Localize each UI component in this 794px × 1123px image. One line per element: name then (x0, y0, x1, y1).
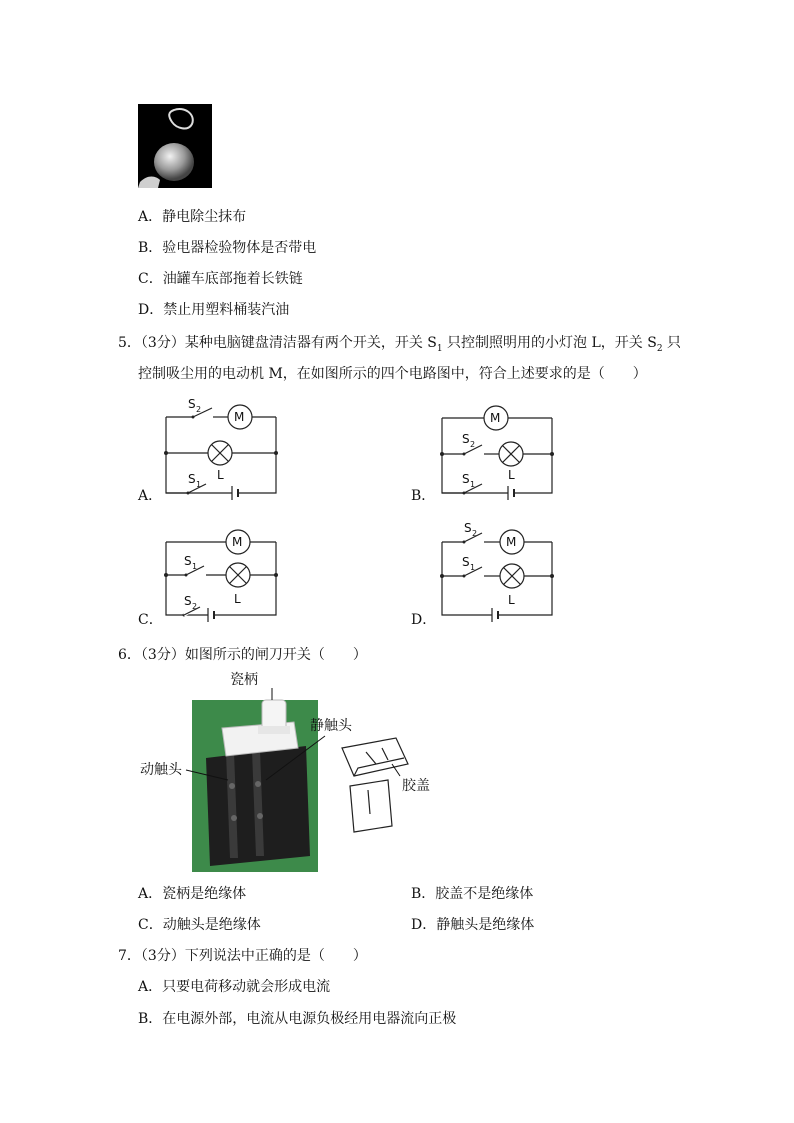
svg-text:S: S (462, 472, 470, 486)
svg-text:L: L (217, 468, 224, 482)
svg-text:L: L (508, 468, 515, 482)
svg-text:S: S (462, 555, 470, 569)
svg-text:L: L (234, 592, 241, 606)
svg-text:S: S (184, 594, 192, 608)
svg-text:1: 1 (196, 480, 202, 489)
svg-text:2: 2 (196, 405, 202, 414)
q5-stem-line2: 控制吸尘用的电动机 M，在如图所示的四个电路图中，符合上述要求的是（ ） (138, 366, 647, 382)
static-contact-label: 静触头 (310, 718, 352, 734)
svg-text:S: S (188, 397, 196, 411)
q5-option-a[interactable]: A． (138, 488, 163, 504)
circuit-c (160, 529, 285, 624)
svg-text:1: 1 (470, 563, 476, 572)
q7-stem: 7．（3分）下列说法中正确的是（ ） (118, 948, 367, 964)
q4-option-b[interactable]: B．验电器检验物体是否带电 (138, 240, 317, 256)
knife-switch-figure (130, 668, 450, 878)
svg-text:1: 1 (470, 480, 476, 489)
svg-text:M: M (234, 410, 245, 424)
q7-option-a[interactable]: A．只要电荷移动就会形成电流 (138, 979, 331, 995)
svg-text:L: L (508, 593, 515, 607)
q6-option-b[interactable]: B．胶盖不是绝缘体 (411, 886, 534, 902)
svg-text:M: M (506, 535, 517, 549)
q5-stem-line1: 5．（3分）某种电脑键盘清洁器有两个开关，开关 $S_1$ 只控制照明用的小灯泡 L，开关 $S_2$ 只 (118, 335, 682, 354)
svg-text:2: 2 (192, 602, 198, 611)
cover-label: 胶盖 (402, 778, 430, 794)
circuit-a (160, 395, 285, 500)
svg-text:S: S (464, 521, 472, 535)
circuit-b (436, 405, 561, 500)
q6-option-d[interactable]: D．静触头是绝缘体 (411, 917, 535, 933)
moving-contact-label: 动触头 (140, 762, 182, 778)
balloon-photo (138, 104, 212, 188)
handle-label: 瓷柄 (230, 672, 258, 688)
q6-stem: 6．（3分）如图所示的闸刀开关（ ） (118, 647, 367, 663)
svg-text:S: S (188, 472, 196, 486)
svg-text:M: M (490, 411, 501, 425)
svg-text:1: 1 (192, 562, 198, 571)
svg-text:2: 2 (470, 440, 476, 449)
q6-option-c[interactable]: C．动触头是绝缘体 (138, 917, 261, 933)
svg-text:S: S (462, 432, 470, 446)
q5-option-d[interactable]: D． (411, 612, 437, 628)
q5-option-c[interactable]: C． (138, 612, 163, 628)
q4-option-d[interactable]: D．禁止用塑料桶装汽油 (138, 302, 290, 318)
q7-option-b[interactable]: B．在电源外部，电流从电源负极经用电器流向正极 (138, 1011, 457, 1027)
svg-text:M: M (232, 535, 243, 549)
svg-text:S: S (184, 554, 192, 568)
q4-option-a[interactable]: A．静电除尘抹布 (138, 209, 247, 225)
svg-text:2: 2 (472, 529, 478, 538)
q4-option-c[interactable]: C．油罐车底部拖着长铁链 (138, 271, 303, 287)
q5-option-b[interactable]: B． (411, 488, 436, 504)
q6-option-a[interactable]: A．瓷柄是绝缘体 (138, 886, 247, 902)
circuit-d (436, 520, 561, 624)
